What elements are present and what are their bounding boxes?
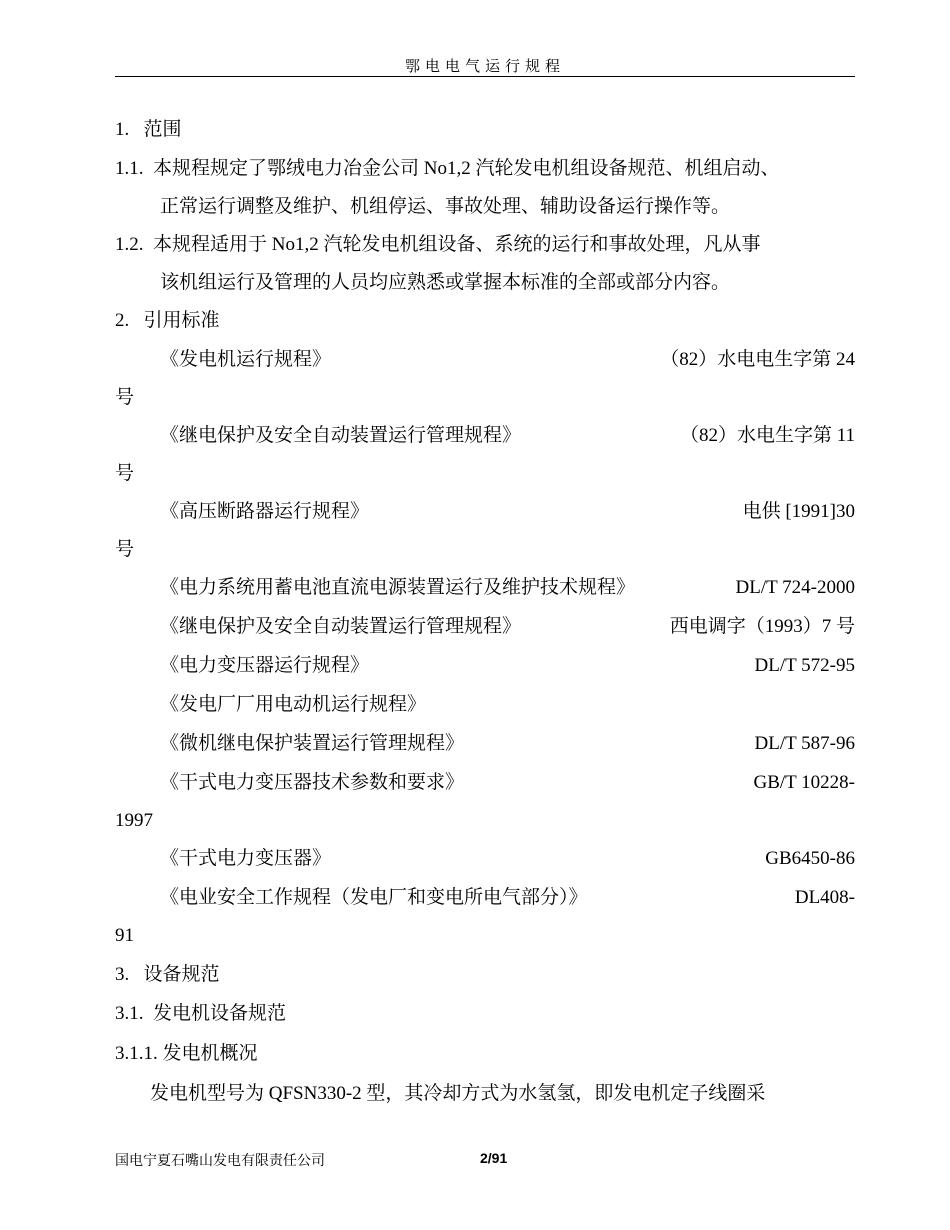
body-paragraph: 发电机型号为 QFSN330-2 型，其冷却方式为水氢氢，即发电机定子线圈采	[150, 1083, 766, 1104]
reference-item	[160, 346, 855, 374]
reference-name: 《发电机运行规程》	[160, 349, 332, 370]
section-title: 设备规范	[143, 964, 220, 985]
clause-1-2	[115, 231, 855, 259]
reference-code: DL/T 724-2000	[735, 577, 855, 598]
reference-code: 西电调字（1993）7 号	[669, 616, 855, 637]
reference-item	[160, 422, 855, 450]
reference-code: （82）水电电生字第 24	[660, 349, 855, 370]
reference-name: 《干式电力变压器》	[160, 848, 332, 869]
clause-1-2-cont: 该机组运行及管理的人员均应熟悉或掌握本标准的全部或部分内容。	[160, 272, 731, 293]
reference-code: DL/T 572-95	[754, 655, 855, 676]
section-heading-1	[115, 116, 855, 144]
section-number: 1.	[115, 119, 130, 140]
subsection-heading-3-1-1	[115, 1040, 855, 1068]
reference-code: （82）水电生字第 11	[679, 425, 855, 446]
subsection-heading-3-1	[115, 1000, 855, 1028]
clause-number: 1.1.	[115, 158, 144, 179]
reference-name: 《高压断路器运行规程》	[160, 501, 370, 522]
clause-number: 1.2.	[115, 234, 144, 255]
reference-code: DL/T 587-96	[754, 733, 855, 754]
reference-code-wrap: 号	[115, 387, 135, 408]
section-title: 范围	[143, 119, 182, 140]
reference-code: 电供 [1991]30	[742, 501, 855, 522]
reference-name: 《发电厂厂用电动机运行规程》	[160, 694, 427, 715]
reference-item	[160, 845, 855, 873]
reference-name: 《继电保护及安全自动装置运行管理规程》	[160, 616, 522, 637]
clause-1-1-cont: 正常运行调整及维护、机组停运、事故处理、辅助设备运行操作等。	[160, 196, 731, 217]
reference-name: 《电力系统用蓄电池直流电源装置运行及维护技术规程》	[160, 577, 636, 598]
section-number: 2.	[115, 310, 130, 331]
section-title: 发电机设备规范	[153, 1003, 287, 1024]
reference-name: 《继电保护及安全自动装置运行管理规程》	[160, 425, 522, 446]
reference-name: 《干式电力变压器技术参数和要求》	[160, 772, 465, 793]
reference-code-wrap: 1997	[115, 810, 153, 831]
reference-item	[160, 730, 855, 758]
clause-text: 本规程规定了鄂绒电力冶金公司 No1,2 汽轮发电机组设备规范、机组启动、	[153, 158, 780, 179]
section-heading-3	[115, 961, 855, 989]
reference-item	[160, 574, 855, 602]
header-rule	[115, 76, 855, 77]
reference-item	[160, 769, 855, 797]
section-title: 发电机概况	[162, 1043, 258, 1064]
section-heading-2	[115, 307, 855, 335]
reference-name: 《微机继电保护装置运行管理规程》	[160, 733, 465, 754]
reference-item	[160, 652, 855, 680]
reference-code-wrap: 号	[115, 463, 135, 484]
section-number: 3.1.1.	[115, 1043, 158, 1064]
section-number: 3.	[115, 964, 130, 985]
reference-code-wrap: 号	[115, 539, 135, 560]
reference-name: 《电业安全工作规程（发电厂和变电所电气部分）》	[160, 887, 588, 908]
reference-item	[160, 691, 855, 719]
section-title: 引用标准	[143, 310, 220, 331]
clause-text: 本规程适用于 No1,2 汽轮发电机组设备、系统的运行和事故处理，凡从事	[153, 234, 761, 255]
reference-code: GB6450-86	[765, 848, 855, 869]
reference-code: GB/T 10228-	[753, 772, 855, 793]
page-header-title: 鄂电电气运行规程	[404, 58, 565, 75]
reference-item	[160, 884, 855, 912]
reference-code: DL408-	[794, 887, 855, 908]
footer-page-number: 2/91	[480, 1150, 508, 1166]
reference-item	[160, 498, 855, 526]
clause-1-1	[115, 155, 855, 183]
section-number: 3.1.	[115, 1003, 144, 1024]
reference-name: 《电力变压器运行规程》	[160, 655, 370, 676]
footer-company: 国电宁夏石嘴山发电有限责任公司	[115, 1152, 325, 1168]
reference-item	[160, 613, 855, 641]
reference-code-wrap: 91	[115, 925, 134, 946]
